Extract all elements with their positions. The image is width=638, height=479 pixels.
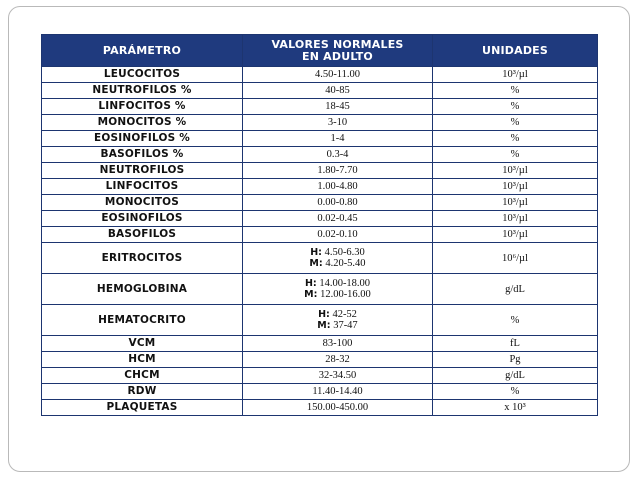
unit-cell: 10³/µl: [433, 179, 598, 195]
blood-values-table: [41, 34, 598, 416]
table-row: [42, 274, 598, 305]
table-row: [42, 131, 598, 147]
value-cell: 1.00-4.80: [243, 179, 433, 195]
value-cell: 83-100: [243, 336, 433, 352]
param-cell: BASOFILOS %: [42, 147, 243, 163]
param-cell: NEUTROFILOS: [42, 163, 243, 179]
unit-cell: 10⁶/µl: [433, 243, 598, 274]
value-cell: 3-10: [243, 115, 433, 131]
param-cell: HCM: [42, 352, 243, 368]
male-range-value: 14.00-18.00: [319, 278, 371, 289]
table-header-row: [42, 35, 598, 67]
unit-cell: 10³/µl: [433, 163, 598, 179]
unit-cell: %: [433, 99, 598, 115]
female-range-value: 12.00-16.00: [320, 289, 371, 300]
value-cell: 40-85: [243, 83, 433, 99]
male-label: H:: [304, 278, 317, 289]
unit-cell: 10³/µl: [433, 195, 598, 211]
value-cell: 0.02-0.10: [243, 227, 433, 243]
male-range-line: [243, 278, 432, 289]
unit-cell: g/dL: [433, 274, 598, 305]
param-cell: LINFOCITOS: [42, 179, 243, 195]
param-cell: BASOFILOS: [42, 227, 243, 243]
unit-cell: Pg: [433, 352, 598, 368]
value-cell: 4.50-11.00: [243, 67, 433, 83]
table-row: [42, 147, 598, 163]
table-row: [42, 400, 598, 416]
value-cell: 0.00-0.80: [243, 195, 433, 211]
table-row: [42, 83, 598, 99]
table-row: [42, 352, 598, 368]
param-cell: VCM: [42, 336, 243, 352]
unit-cell: 10³/µl: [433, 211, 598, 227]
param-cell: EOSINOFILOS %: [42, 131, 243, 147]
table-row: [42, 305, 598, 336]
table-row: [42, 384, 598, 400]
param-cell: EOSINOFILOS: [42, 211, 243, 227]
male-range-value: 42-52: [332, 309, 357, 320]
table-row: [42, 211, 598, 227]
header-unidades: UNIDADES: [433, 35, 598, 67]
female-range-value: 4.20-5.40: [325, 258, 366, 269]
param-cell: ERITROCITOS: [42, 243, 243, 274]
value-cell: 150.00-450.00: [243, 400, 433, 416]
male-range-value: 4.50-6.30: [324, 247, 365, 258]
param-cell: HEMATOCRITO: [42, 305, 243, 336]
value-cell: 11.40-14.40: [243, 384, 433, 400]
unit-cell: fL: [433, 336, 598, 352]
female-range-line: [243, 320, 432, 331]
unit-cell: 10³/µl: [433, 67, 598, 83]
male-range-line: [243, 247, 432, 258]
table-row: [42, 243, 598, 274]
unit-cell: %: [433, 147, 598, 163]
table-row: [42, 115, 598, 131]
unit-cell: x 10³: [433, 400, 598, 416]
table-row: [42, 99, 598, 115]
male-range-line: [243, 309, 432, 320]
table-row: [42, 67, 598, 83]
table-row: [42, 179, 598, 195]
param-cell: RDW: [42, 384, 243, 400]
param-cell: MONOCITOS: [42, 195, 243, 211]
unit-cell: %: [433, 131, 598, 147]
unit-cell: %: [433, 384, 598, 400]
value-cell: 28-32: [243, 352, 433, 368]
value-cell: 1.80-7.70: [243, 163, 433, 179]
value-cell: 0.3-4: [243, 147, 433, 163]
param-cell: HEMOGLOBINA: [42, 274, 243, 305]
unit-cell: 10³/µl: [433, 227, 598, 243]
param-cell: LEUCOCITOS: [42, 67, 243, 83]
male-label: H:: [318, 309, 330, 320]
unit-cell: %: [433, 83, 598, 99]
female-label: M:: [309, 258, 323, 269]
table-row: [42, 368, 598, 384]
header-valores-line1: VALORES NORMALES: [271, 37, 404, 51]
header-valores: [243, 35, 433, 67]
female-label: M:: [304, 289, 318, 300]
param-cell: NEUTROFILOS %: [42, 83, 243, 99]
table-row: [42, 195, 598, 211]
male-label: H:: [310, 247, 322, 258]
value-cell: 1-4: [243, 131, 433, 147]
female-range-value: 37-47: [333, 320, 358, 331]
value-cell: [243, 274, 433, 305]
value-cell: [243, 243, 433, 274]
value-cell: 32-34.50: [243, 368, 433, 384]
unit-cell: %: [433, 305, 598, 336]
unit-cell: g/dL: [433, 368, 598, 384]
unit-cell: %: [433, 115, 598, 131]
table-row: [42, 336, 598, 352]
table-row: [42, 163, 598, 179]
header-parametro: PARÁMETRO: [42, 35, 243, 67]
param-cell: LINFOCITOS %: [42, 99, 243, 115]
value-cell: [243, 305, 433, 336]
value-cell: 0.02-0.45: [243, 211, 433, 227]
table-row: [42, 227, 598, 243]
female-range-line: [243, 289, 432, 300]
param-cell: MONOCITOS %: [42, 115, 243, 131]
param-cell: PLAQUETAS: [42, 400, 243, 416]
female-range-line: [243, 258, 432, 269]
header-valores-line2: EN ADULTO: [302, 49, 373, 63]
female-label: M:: [317, 320, 331, 331]
param-cell: CHCM: [42, 368, 243, 384]
value-cell: 18-45: [243, 99, 433, 115]
